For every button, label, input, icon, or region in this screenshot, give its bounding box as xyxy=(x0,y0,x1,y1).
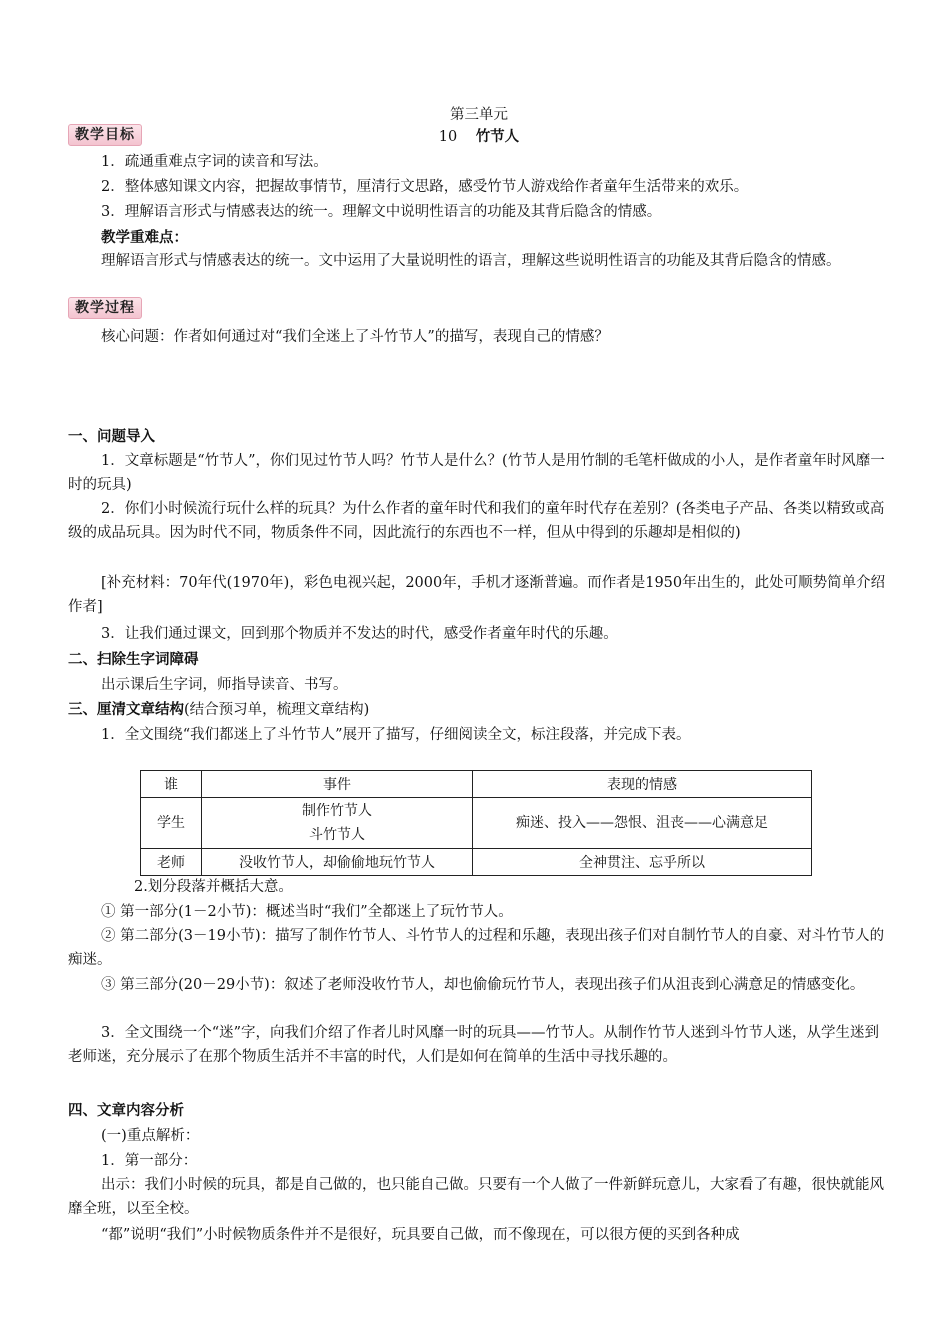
section-3-p5: ③ 第三部分(20－29小节)：叙述了老师没收竹节人，却也偷偷玩竹节人，表现出孩子们从沮丧到心满意足的情感变化。 xyxy=(101,977,865,993)
core-question: 核心问题：作者如何通过对“我们全迷上了斗竹节人”的描写，表现自己的情感？ xyxy=(101,329,609,345)
goals-badge: 教学目标 xyxy=(68,124,142,146)
section-3-p6: 3．全文围绕一个“迷”字，向我们介绍了作者儿时风靡一时的玩具——竹节人。从制作竹节人迷到斗竹节人迷，从学生迷到老师迷，充分展示了在那个物质生活并不丰富的时代，人们是如何在简单的生活中寻找乐趣的。 xyxy=(68,1025,880,1065)
table-cell-who: 学生 xyxy=(141,798,202,849)
section-2-title: 二、扫除生字词障碍 xyxy=(68,652,199,668)
process-badge: 教学过程 xyxy=(68,297,142,319)
lesson-heading xyxy=(68,126,890,148)
lesson-title: 竹节人 xyxy=(475,129,520,145)
table-row xyxy=(141,849,812,876)
section-3-note: (结合预习单，梳理文章结构) xyxy=(184,702,370,718)
table-header-cell: 表现的情感 xyxy=(473,771,812,798)
table-cell-emotion: 全神贯注、忘乎所以 xyxy=(473,849,812,876)
section-4-p1: (一)重点解析： xyxy=(101,1128,200,1144)
section-1-title: 一、问题导入 xyxy=(68,429,155,445)
event-line: 斗竹节人 xyxy=(309,827,365,843)
table-header-row xyxy=(141,771,812,798)
table-cell-emotion: 痴迷、投入——怨恨、沮丧——心满意足 xyxy=(473,798,812,849)
section-1-p2: 2．你们小时候流行玩什么样的玩具？为什么作者的童年时代和我们的童年时代存在差别？(各类电子产品、各类以精致或高级的成品玩具。因为时代不同，物质条件不同，因此流行的东西也不一样，但从中得到的乐趣却是相似的) xyxy=(68,501,885,541)
event-line: 制作竹节人 xyxy=(302,803,372,819)
table-header-cell: 谁 xyxy=(141,771,202,798)
key-points-title: 教学重难点： xyxy=(101,230,188,246)
section-3-p3: ① 第一部分(1－2小节)：概述当时“我们”全都迷上了玩竹节人。 xyxy=(101,904,513,920)
section-3-p4: ② 第二部分(3－19小节)：描写了制作竹节人、斗竹节人的过程和乐趣，表现出孩子们对自制竹节人的自豪、对斗竹节人的痴迷。 xyxy=(68,928,885,968)
section-4-p3: 出示：我们小时候的玩具，都是自己做的，也只能自己做。只要有一个人做了一件新鲜玩意儿，大家看了有趣，很快就能风靡全班，以至全校。 xyxy=(68,1177,884,1217)
section-3-title: 三、厘清文章结构 xyxy=(68,702,184,718)
goal-item-3: 3．理解语言形式与情感表达的统一。理解文中说明性语言的功能及其背后隐含的情感。 xyxy=(101,204,662,220)
section-4-p4: “都”说明“我们”小时候物质条件并不是很好，玩具要自己做，而不像现在，可以很方便的买到各种成 xyxy=(101,1227,740,1243)
section-1-p4: 3．让我们通过课文，回到那个物质并不发达的时代，感受作者童年时代的乐趣。 xyxy=(101,626,618,642)
goal-item-2: 2．整体感知课文内容，把握故事情节，厘清行文思路，感受竹节人游戏给作者童年生活带来的欢乐。 xyxy=(101,179,749,195)
table-cell-event: 没收竹节人，却偷偷地玩竹节人 xyxy=(202,849,473,876)
table-header-cell: 事件 xyxy=(202,771,473,798)
section-2-p1: 出示课后生字词，师指导读音、书写。 xyxy=(101,677,348,693)
table-cell-event xyxy=(202,798,473,849)
key-points-text: 理解语言形式与情感表达的统一。文中运用了大量说明性的语言，理解这些说明性语言的功能及其背后隐含的情感。 xyxy=(101,253,841,269)
section-4-p2: 1．第一部分： xyxy=(101,1153,198,1169)
section-3-p1: 1．全文围绕“我们都迷上了斗竹节人”展开了描写，仔细阅读全文，标注段落，并完成下表。 xyxy=(101,727,691,743)
section-1-p3: [补充材料：70年代(1970年)，彩色电视兴起，2000年，手机才逐渐普遍。而作者是1950年出生的，此处可顺势简单介绍作者] xyxy=(68,575,886,615)
section-3-p2: 2.划分段落并概括大意。 xyxy=(134,879,293,895)
section-3-heading xyxy=(68,699,890,721)
lesson-number: 10 xyxy=(438,129,458,145)
table-row xyxy=(141,798,812,849)
section-1-p1: 1．文章标题是“竹节人”，你们见过竹节人吗？竹节人是什么？(竹节人是用竹制的毛笔杆做成的小人，是作者童年时风靡一时的玩具) xyxy=(68,453,885,493)
goal-item-1: 1．疏通重难点字词的读音和写法。 xyxy=(101,154,328,170)
structure-table xyxy=(140,770,812,876)
table-cell-who: 老师 xyxy=(141,849,202,876)
unit-heading: 第三单元 xyxy=(450,107,508,123)
section-4-title: 四、文章内容分析 xyxy=(68,1103,184,1119)
